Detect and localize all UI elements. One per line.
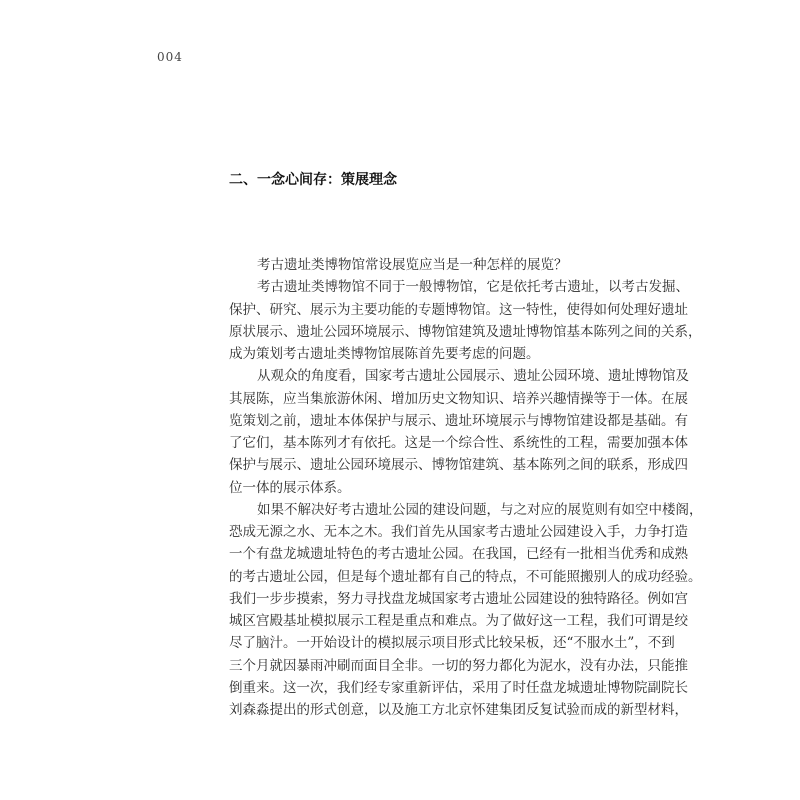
paragraph-line: 了它们，基本陈列才有依托。这是一个综合性、系统性的工程，需要加强本体: [229, 435, 688, 451]
paragraph-line: 恐成无源之水、无本之木。我们首先从国家考古遗址公园建设入手，力争打造: [229, 524, 688, 540]
paragraph-line: 刘森淼提出的形式创意，以及施工方北京怀建集团反复试验而成的新型材料，: [229, 702, 688, 718]
paragraph-line: 位一体的展示体系。: [229, 479, 351, 496]
paragraph-line: 的考古遗址公园，但是每个遗址都有自己的特点，不可能照搬别人的成功经验。: [229, 568, 702, 585]
paragraph-line: 保护与展示、遗址公园环境展示、博物馆建筑、基本陈列之间的联系，形成四: [229, 457, 688, 474]
paragraph-line: 如果不解决好考古遗址公园的建设问题，与之对应的展览则有如空中楼阁，: [257, 501, 703, 518]
paragraph-line: 原状展示、遗址公园环境展示、博物馆建筑及遗址博物馆基本陈列之间的关系，: [229, 323, 702, 340]
body-text: [229, 254, 703, 721]
paragraph-line: 倒重来。这一次，我们经专家重新评估，采用了时任盘龙城遗址博物院副院长: [229, 679, 688, 696]
paragraph-line: 成为策划考古遗址类博物馆展陈首先要考虑的问题。: [229, 346, 540, 362]
paragraph-line: 览策划之前，遗址本体保护与展示、遗址环境展示与博物馆建设都是基础。有: [229, 412, 688, 429]
paragraph-line: 一个有盘龙城遗址特色的考古遗址公园。在我国，已经有一批相当优秀和成熟: [229, 546, 688, 563]
paragraph-line: 三个月就因暴雨冲刷而面目全非。一切的努力都化为泥水，没有办法，只能推: [229, 657, 688, 674]
section-title: 二、一念心间存：策展理念: [229, 172, 397, 188]
paragraph-line: 保护、研究、展示为主要功能的专题博物馆。这一特性，使得如何处理好遗址: [229, 301, 688, 318]
page-number: 004: [157, 50, 183, 64]
paragraph-line: 从观众的角度看，国家考古遗址公园展示、遗址公园环境、遗址博物馆及: [257, 368, 689, 385]
paragraph-line: 其展陈，应当集旅游休闲、增加历史文物知识、培养兴趣情操等于一体。在展: [229, 390, 688, 407]
paragraph-line: 考古遗址类博物馆不同于一般博物馆，它是依托考古遗址，以考古发掘、: [257, 279, 689, 296]
paragraph-line: 我们一步步摸索，努力寻找盘龙城国家考古遗址公园建设的独特路径。例如宫: [229, 590, 688, 607]
paragraph-line: 城区宫殿基址模拟展示工程是重点和难点。为了做好这一工程，我们可谓是绞: [229, 613, 688, 629]
paragraph-line: 考古遗址类博物馆常设展览应当是一种怎样的展览？: [257, 257, 568, 273]
paragraph-line: 尽了脑汁。一开始设计的模拟展示项目形式比较呆板，还“不服水土”，不到: [229, 635, 675, 652]
